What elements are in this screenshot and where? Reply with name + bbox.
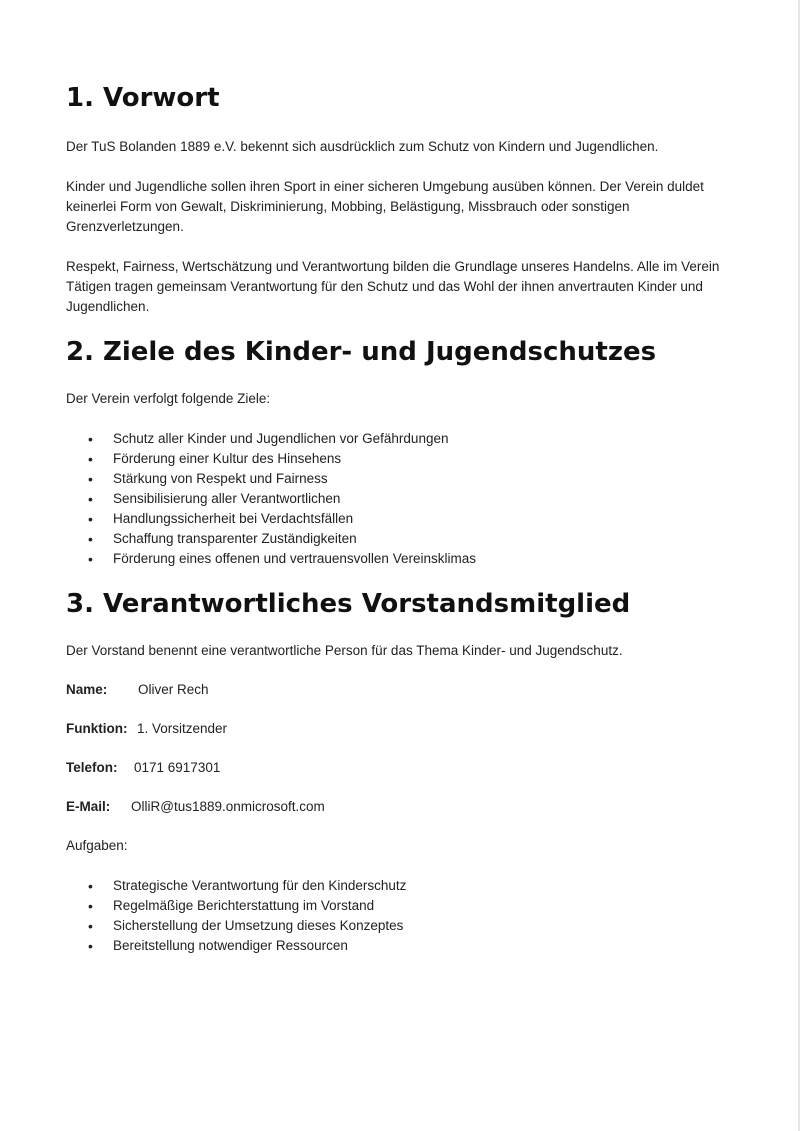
list-item: • Schutz aller Kinder und Jugendlichen vor Gefährdungen: [66, 429, 746, 449]
list-item: • Strategische Verantwortung für den Kinderschutz: [66, 876, 746, 896]
section-heading-vorwort: 1. Vorwort: [66, 83, 220, 113]
list-item: • Sensibilisierung aller Verantwortlichen: [66, 489, 746, 509]
list-item: • Förderung eines offenen und vertrauensvollen Vereinsklimas: [66, 549, 746, 569]
field-telefon: [66, 758, 746, 778]
field-value: 0171 6917301: [134, 760, 221, 775]
field-value: Oliver Rech: [138, 682, 209, 697]
goals-list: [66, 429, 746, 569]
paragraph: Kinder und Jugendliche sollen ihren Sport in einer sicheren Umgebung ausüben können. Der Verein duldet keinerlei Form von Gewalt, Diskriminierung, Mobbing, Belästigung, Missbrauch oder sonstigen Grenzverletzungen.: [66, 179, 704, 234]
tasks-list: [66, 876, 746, 956]
field-funktion: [66, 719, 746, 739]
list-item: • Förderung einer Kultur des Hinsehens: [66, 449, 746, 469]
paragraph: Respekt, Fairness, Wertschätzung und Verantwortung bilden die Grundlage unseres Handelns. Alle im Verein Tätigen tragen gemeinsam Verantwortung für den Schutz und das Wohl der ihnen anvertrauten Kinder und Jugendlichen.: [66, 259, 720, 314]
list-item: • Sicherstellung der Umsetzung dieses Konzeptes: [66, 916, 746, 936]
list-item: • Bereitstellung notwendiger Ressourcen: [66, 936, 746, 956]
field-label: Telefon:: [66, 760, 118, 775]
field-name: [66, 680, 746, 700]
field-value: OlliR@tus1889.onmicrosoft.com: [131, 799, 325, 814]
field-label: Name:: [66, 682, 108, 697]
tasks-label: Aufgaben:: [66, 838, 128, 853]
paragraph: Der Verein verfolgt folgende Ziele:: [66, 391, 271, 406]
field-label: E-Mail:: [66, 799, 111, 814]
field-email: [66, 797, 746, 817]
paragraph: Der TuS Bolanden 1889 e.V. bekennt sich ausdrücklich zum Schutz von Kindern und Jugendlichen.: [66, 139, 659, 154]
paragraph: Der Vorstand benennt eine verantwortliche Person für das Thema Kinder- und Jugendschutz.: [66, 643, 623, 658]
list-item: • Regelmäßige Berichterstattung im Vorstand: [66, 896, 746, 916]
section-heading-ziele: 2. Ziele des Kinder- und Jugendschutzes: [66, 337, 657, 367]
list-item: • Stärkung von Respekt und Fairness: [66, 469, 746, 489]
list-item: • Handlungssicherheit bei Verdachtsfällen: [66, 509, 746, 529]
list-item: • Schaffung transparenter Zuständigkeiten: [66, 529, 746, 549]
section-heading-vorstandsmitglied: 3. Verantwortliches Vorstandsmitglied: [66, 589, 631, 619]
field-label: Funktion:: [66, 721, 128, 736]
document-content: [66, 78, 746, 956]
field-value: 1. Vorsitzender: [137, 721, 228, 736]
